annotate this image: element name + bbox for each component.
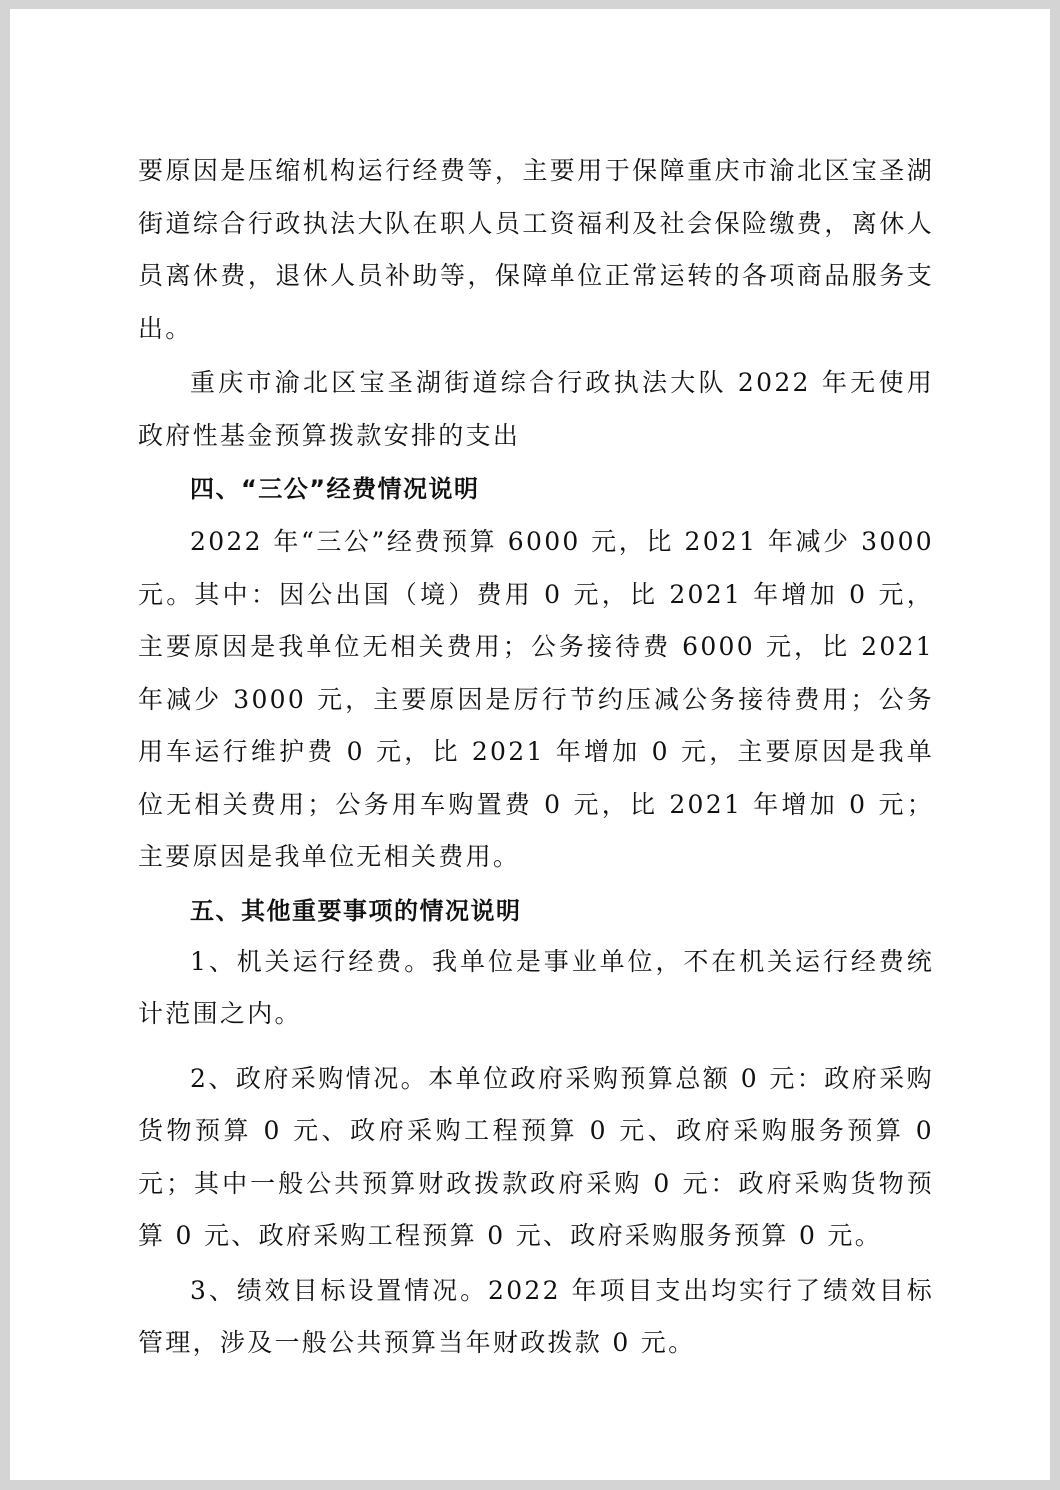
paragraph-personnel-expenses: 要原因是压缩机构运行经费等，主要用于保障重庆市渝北区宝圣湖街道综合行政执法大队在职人员工资福利及社会保险缴费，离休人员离休费，退休人员补助等，保障单位正常运转的各项商品服务支出。 [138,156,934,343]
heading-three-public-expenses: 四、“三公”经费情况说明 [190,475,480,503]
paragraph-operating-expenses: 1、机关运行经费。我单位是事业单位，不在机关运行经费统计范围之内。 [138,946,934,1028]
paragraph-performance-goals: 3、绩效目标设置情况。2022 年项目支出均实行了绩效目标管理，涉及一般公共预算当年财政拨款 0 元。 [138,1275,934,1357]
paragraph-government-procurement: 2、政府采购情况。本单位政府采购预算总额 0 元：政府采购货物预算 0 元、政府采购工程预算 0 元、政府采购服务预算 0 元；其中一般公共预算财政拨款政府采购 0 元：政府采购货物预算 0 元、政府采购工程预算 0 元、政府采购服务预算 0 元。 [138,1063,934,1250]
paragraph-government-fund: 重庆市渝北区宝圣湖街道综合行政执法大队 2022 年无使用政府性基金预算拨款安排的支出 [138,368,934,450]
document-page [10,9,1050,1480]
document-body [138,145,934,1370]
heading-other-matters: 五、其他重要事项的情况说明 [190,896,522,925]
paragraph-three-public-expenses: 2022 年“三公”经费预算 6000 元，比 2021 年减少 3000 元。其中：因公出国（境）费用 0 元，比 2021 年增加 0 元，主要原因是我单位无相关费用；公务接待费 6000 元，比 2021 年减少 3000 元，主要原因是厉行节约压减公务接待费用；公务用车运行维护费 0 元，比 2021 年增加 0 元，主要原因是我单位无相关费用；公务用车购置费 0 元，比 2021 年增加 0 元；主要原因是我单位无相关费用。 [138,527,934,871]
